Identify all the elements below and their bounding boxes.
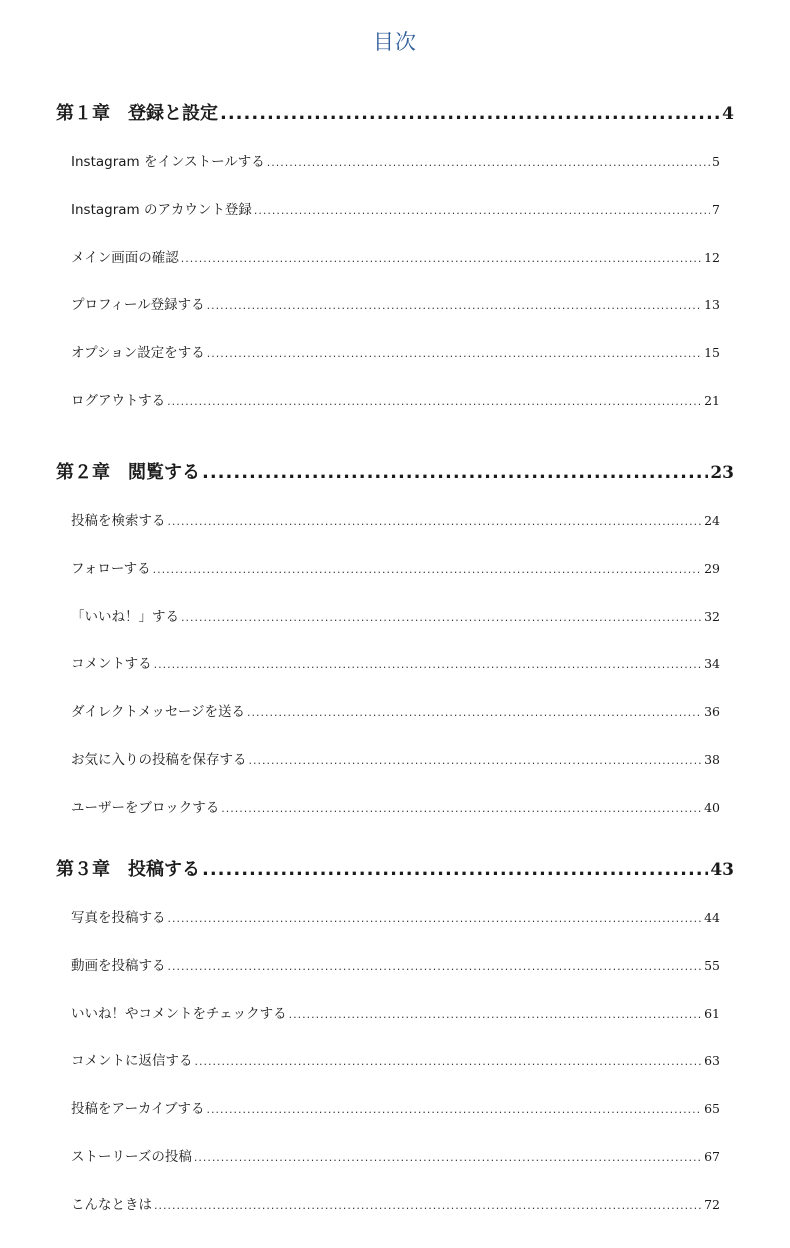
- page-number: 5: [712, 154, 720, 169]
- page-number: 65: [704, 1101, 720, 1116]
- dot-leader: [220, 103, 720, 124]
- section-label: ストーリーズの投稿: [71, 1149, 192, 1165]
- section-label: コメントに返信する: [71, 1053, 193, 1069]
- toc-entry[interactable]: [71, 150, 720, 170]
- dot-leader: [207, 347, 702, 360]
- dot-leader: [153, 563, 702, 576]
- toc-entry[interactable]: [71, 341, 720, 361]
- toc-entry[interactable]: [71, 748, 720, 768]
- dot-leader: [181, 252, 702, 265]
- page-number: 61: [704, 1006, 720, 1021]
- dot-leader: [202, 859, 708, 880]
- toc-entry[interactable]: [71, 1097, 720, 1117]
- toc-entry[interactable]: [71, 246, 720, 266]
- toc-entry[interactable]: [71, 1145, 720, 1165]
- dot-leader: [194, 1151, 702, 1164]
- dot-leader: [168, 960, 703, 973]
- page-number: 24: [704, 513, 720, 528]
- dot-leader: [181, 611, 702, 624]
- section-label: ダイレクトメッセージを送る: [71, 704, 246, 720]
- dot-leader: [249, 754, 703, 767]
- toc-entry[interactable]: [71, 1002, 720, 1022]
- dot-leader: [207, 1103, 703, 1116]
- page-number: 36: [704, 704, 720, 719]
- chapter-label: 第３章 投稿する: [56, 859, 200, 880]
- section-label: 動画を投稿する: [71, 958, 166, 974]
- page-number: 67: [704, 1149, 720, 1164]
- page-number: 4: [722, 104, 734, 124]
- dot-leader: [202, 462, 708, 483]
- toc-entry[interactable]: [71, 796, 720, 816]
- section-label: 投稿をアーカイブする: [71, 1101, 205, 1117]
- toc-entry[interactable]: [71, 954, 720, 974]
- dot-leader: [247, 706, 702, 719]
- toc-entry[interactable]: [71, 557, 720, 577]
- dot-leader: [168, 515, 703, 528]
- dot-leader: [154, 1199, 702, 1212]
- section-label: お気に入りの投稿を保存する: [71, 752, 247, 768]
- page-title: 目次: [373, 30, 417, 54]
- toc-entry[interactable]: [71, 1049, 720, 1069]
- section-label: 投稿を検索する: [71, 513, 166, 529]
- dot-leader: [267, 156, 710, 169]
- toc-entry[interactable]: [71, 1193, 720, 1213]
- dot-leader: [168, 912, 703, 925]
- toc-entry[interactable]: [71, 293, 720, 313]
- page-number: 15: [704, 345, 720, 360]
- section-label: Instagram をインストールする: [71, 154, 265, 170]
- page-number: 63: [704, 1053, 720, 1068]
- chapter-3-entry[interactable]: [56, 855, 734, 881]
- section-label: Instagram のアカウント登録: [71, 202, 252, 218]
- section-label: こんなときは: [71, 1197, 152, 1213]
- section-label: いいね！やコメントをチェックする: [71, 1006, 287, 1022]
- section-label: オプション設定をする: [71, 345, 205, 361]
- dot-leader: [221, 802, 702, 815]
- chapter-2-entry[interactable]: [56, 458, 734, 484]
- page-number: 34: [704, 656, 720, 671]
- section-label: ログアウトする: [71, 393, 166, 409]
- page-number: 23: [710, 463, 734, 483]
- page-number: 12: [704, 250, 720, 265]
- dot-leader: [154, 658, 702, 671]
- chapter-label: 第１章 登録と設定: [56, 103, 218, 124]
- page-number: 44: [704, 910, 720, 925]
- section-label: ユーザーをブロックする: [71, 800, 220, 816]
- page-number: 7: [712, 202, 720, 217]
- section-label: フォローする: [71, 561, 151, 577]
- toc-entry[interactable]: [71, 700, 720, 720]
- section-label: プロフィール登録する: [71, 297, 205, 313]
- page-number: 38: [704, 752, 720, 767]
- page-number: 43: [710, 860, 734, 880]
- chapter-label: 第２章 閲覧する: [56, 462, 200, 483]
- page-number: 21: [704, 393, 720, 408]
- section-label: メイン画面の確認: [71, 250, 179, 266]
- toc-entry[interactable]: [71, 198, 720, 218]
- page-number: 29: [704, 561, 720, 576]
- page-number: 32: [704, 609, 720, 624]
- page-number: 72: [704, 1197, 720, 1212]
- dot-leader: [167, 395, 702, 408]
- section-label: 写真を投稿する: [71, 910, 166, 926]
- page-number: 55: [704, 958, 720, 973]
- dot-leader: [207, 299, 702, 312]
- chapter-1-entry[interactable]: [56, 99, 734, 125]
- toc-entry[interactable]: [71, 652, 720, 672]
- toc-entry[interactable]: [71, 605, 720, 625]
- toc-entry[interactable]: [71, 906, 720, 926]
- dot-leader: [195, 1055, 703, 1068]
- dot-leader: [289, 1008, 702, 1021]
- toc-entry[interactable]: [71, 509, 720, 529]
- toc-entry[interactable]: [71, 389, 720, 409]
- dot-leader: [254, 204, 710, 217]
- section-label: 「いいね！」する: [71, 609, 179, 625]
- section-label: コメントする: [71, 656, 152, 672]
- page-number: 13: [704, 297, 720, 312]
- page-number: 40: [704, 800, 720, 815]
